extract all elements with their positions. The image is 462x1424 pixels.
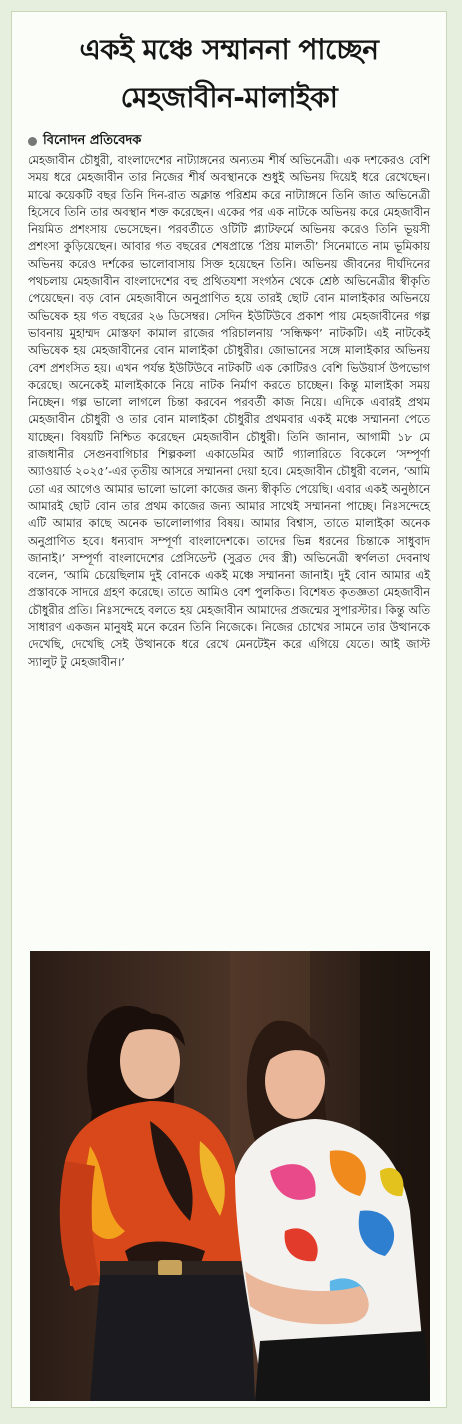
headline-line-2: মেহজাবীন-মালাইকা bbox=[120, 81, 338, 114]
headline-line-1: একই মঞ্চে সম্মাননা পাচ্ছেন bbox=[79, 33, 379, 66]
article-photo bbox=[30, 951, 430, 1401]
byline bbox=[28, 132, 430, 150]
headline bbox=[12, 26, 446, 122]
news-clipping bbox=[11, 11, 447, 1408]
byline-text: বিনোদন প্রতিবেদক bbox=[43, 132, 142, 148]
article-body: মেহজাবীন চৌধুরী, বাংলাদেশের নাট্যাঙ্গনের অন্যতম শীর্ষ অভিনেত্রী। এক দশকেরও বেশি সময় ধরে মেহজাবীন তার নিজের শীর্ষ অবস্থানকে শুধুই অভিনয় দিয়েই ধরে রেখেছেন। মাঝে কয়েকটি বছর তিনি দিন-রাত অক্লান্ত পরিশ্রম করে নাট্যাঙ্গনে তিনি জাত অভিনেত্রী হিসেবে তিনি তার অবস্থান শক্ত করেছেন। একের পর এক নাটকে অভিনয় করে মেহজাবীন নিয়মিত প্রশংসায় ভেসেছেন। পরবর্তীতে ওটিটি প্ল্যাটফর্মে অভিনয় করেও তিনি ভূয়সী প্রশংসা কুড়িয়েছেন। আবার গত বছরের শেষপ্রান্তে ‘প্রিয় মালতী’ সিনেমাতে নাম ভূমিকায় অভিনয় করেও দর্শকের ভালোবাসায় সিক্ত হয়েছেন তিনি। অভিনয় জীবনের দীর্ঘদিনের পথচলায় মেহজাবীন বাংলাদেশের বহু প্রথিতযশা সংগঠন থেকে শ্রেষ্ঠ অভিনেত্রীর স্বীকৃতি পেয়েছেন। বড় বোন মেহজাবীনে অনুপ্রাণিত হয়ে তারই ছোট বোন মালাইকার অভিনয়ে অভিষেক হয় গত বছরের ২৬ ডিসেম্বর। সেদিন ইউটিউবে প্রকাশ পায় মেহজাবীনের গল্প ভাবনায় মুহাম্মদ মোস্তফা কামাল রাজের পরিচালনায় ‘সন্ধিক্ষণ’ নাটকটি। এই নাটকেই অভিষেক হয় মেহজাবীনের বোন মালাইকা চৌধুরীর। জোভানের সঙ্গে মালাইকার অভিনয় বেশ প্রশংসিত হয়। এখন পর্যন্ত ইউটিউবে নাটকটি এক কোটিরও বেশি ভিউয়ার্স উপভোগ করেছে। অনেকেই মালাইকাকে নিয়ে নাটক নির্মাণ করতে চাচ্ছেন। কিন্তু মালাইকা সময় নিচ্ছেন। গল্প ভালো লাগলে চিন্তা করবেন পরবর্তী কাজ নিয়ে। এদিকে এবারই প্রথম মেহজাবীন চৌধুরী ও তার বোন মালাইকা চৌধুরীর প্রথমবার একই মঞ্চে সম্মাননা পেতে যাচ্ছেন। বিষয়টি নিশ্চিত করেছেন মেহজাবীন চৌধুরী। তিনি জানান, আগামী ১৮ মে রাজধানীর সেগুনবাগিচার শিল্পকলা একাডেমির আর্ট গ্যালারিতে বিকেলে ‘সম্পূর্ণা অ্যাওয়ার্ড ২০২৫’-এর তৃতীয় আসরে সম্মাননা দেয়া হবে। মেহজাবীন চৌধুরী বলেন, ‘আমি তো এর আগেও আমার ভালো ভালো কাজের জন্য স্বীকৃতি পেয়েছি। এবার একই অনুষ্ঠানে আমারই ছোট বোন তার প্রথম কাজের জন্য আমার সাথেই সম্মাননা পাচ্ছে। নিঃসন্দেহে এটি আমার কাছে অনেক ভালোলাগার বিষয়। আমার বিশ্বাস, তাতে মালাইকা অনেক অনুপ্রাণিত হবে। ধন্যবাদ সম্পূর্ণা বাংলাদেশকে। তাদের ভিন্ন ধরনের চিন্তাকে সাধুবাদ জানাই।’ সম্পূর্ণা বাংলাদেশের প্রেসিডেন্ট (সুব্রত দেব স্ত্রী) অভিনেত্রী স্বর্ণলতা দেবনাথ বলেন, ‘আমি চেয়েছিলাম দুই বোনকে একই মঞ্চে সম্মাননা জানাই। দুই বোন আমার এই প্রস্তাবকে সাদরে গ্রহণ করেছে। তাতে আমিও বেশ পুলকিত। বিশেষত কৃতজ্ঞতা মেহজাবীন চৌধুরীর প্রতি। নিঃসন্দেহে বলতে হয় মেহজাবীন আমাদের প্রজন্মের সুপারস্টার। কিন্তু অতি সাধারণ একজন মানুষই মনে করেন তিনি নিজেকে। নিজের চোখের সামনে তার উত্থানকে দেখেছি, দেখেছি সেই উত্থানকে ধরে রেখে মেনটেইন করে এগিয়ে যেতে। আই জাস্ট স্যালুট টু মেহজাবীন।’ bbox=[28, 153, 430, 669]
bullet-icon bbox=[28, 137, 37, 146]
